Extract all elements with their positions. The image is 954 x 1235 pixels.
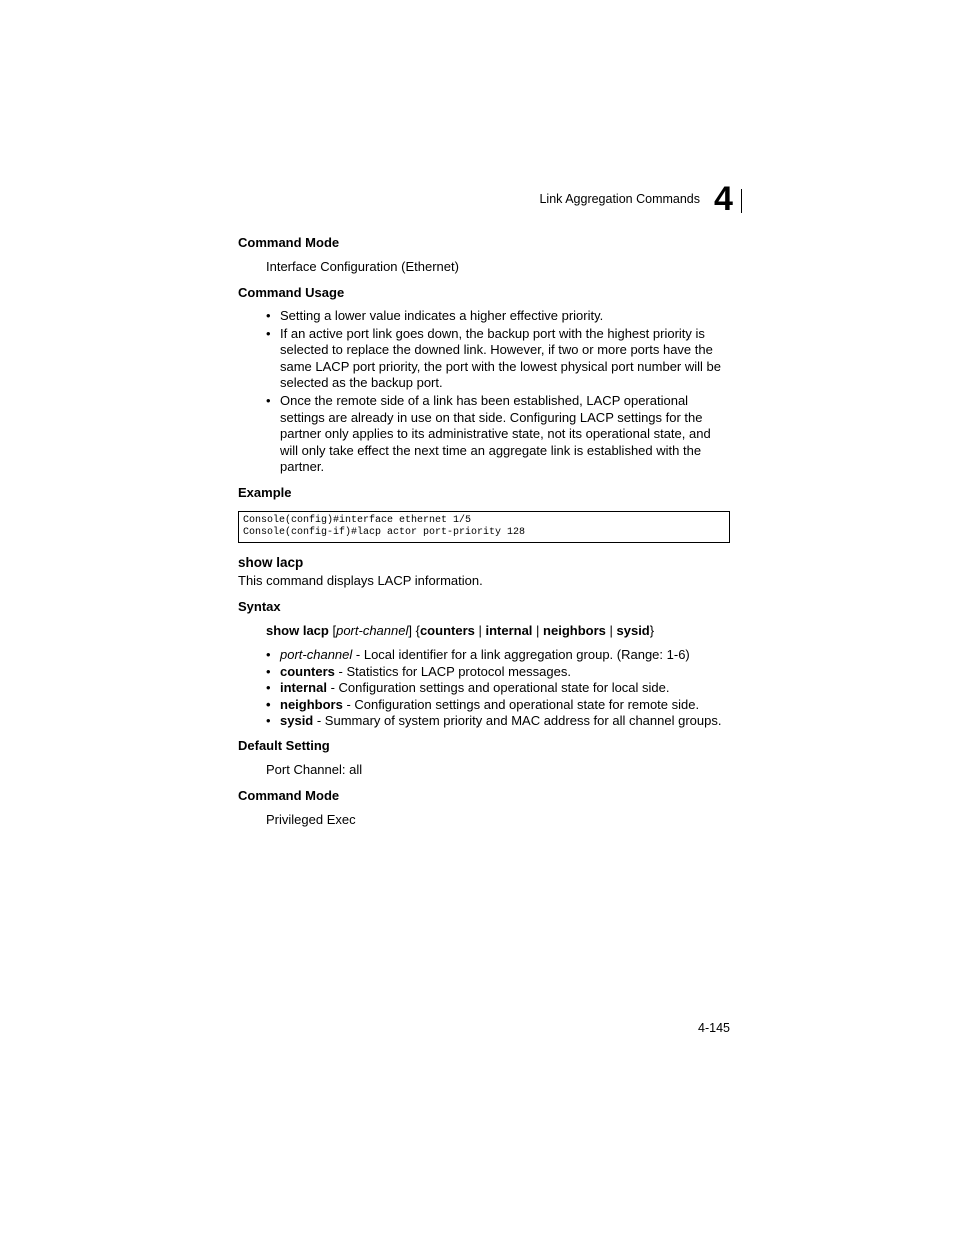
param-item bbox=[266, 680, 746, 697]
chapter-number: 4 bbox=[714, 180, 733, 218]
syntax-param: port-channel bbox=[336, 623, 409, 638]
command-mode-heading: Command Mode bbox=[238, 788, 340, 803]
command-mode-value: Privileged Exec bbox=[266, 812, 356, 827]
syntax-option: internal bbox=[485, 623, 533, 638]
syntax-option: counters bbox=[419, 623, 475, 638]
parameter-list bbox=[266, 647, 746, 730]
syntax-punct: } bbox=[649, 623, 655, 638]
command-usage-heading: Command Usage bbox=[238, 285, 345, 300]
param-desc: - Local identifier for a link aggregation group. (Range: 1-6) bbox=[352, 647, 690, 662]
syntax-separator: | bbox=[474, 623, 486, 638]
command-description: This command displays LACP information. bbox=[238, 573, 483, 588]
param-term: neighbors bbox=[280, 696, 343, 712]
syntax-line bbox=[266, 623, 654, 638]
param-desc: - Configuration settings and operational state for remote side. bbox=[342, 696, 700, 712]
param-desc: - Configuration settings and operational state for local side. bbox=[326, 680, 670, 696]
bullet-icon: • bbox=[266, 392, 271, 408]
param-desc: - Statistics for LACP protocol messages. bbox=[334, 663, 571, 679]
bullet-icon: • bbox=[266, 680, 271, 696]
default-setting-heading: Default Setting bbox=[238, 738, 330, 753]
param-term: sysid bbox=[280, 713, 314, 729]
bullet-icon: • bbox=[266, 325, 271, 341]
default-setting-value: Port Channel: all bbox=[266, 762, 363, 777]
syntax-option: neighbors bbox=[543, 623, 606, 638]
command-mode-heading: Command Mode bbox=[238, 235, 340, 250]
bullet-icon: • bbox=[266, 713, 271, 729]
param-term: port-channel bbox=[280, 647, 353, 662]
bullet-icon: • bbox=[266, 663, 271, 679]
command-mode-value: Interface Configuration (Ethernet) bbox=[266, 259, 459, 274]
syntax-punct: [ bbox=[328, 623, 337, 638]
command-title: show lacp bbox=[238, 555, 304, 570]
param-term: internal bbox=[280, 680, 327, 696]
usage-item bbox=[266, 308, 732, 325]
running-head-title: Link Aggregation Commands bbox=[539, 192, 700, 206]
command-usage-list bbox=[266, 308, 732, 476]
usage-item-text: If an active port link goes down, the backup port with the highest priority is selected to replace the downed link. However, if two or more ports have the same LACP port priority, the port with the lowest physical port number will be selected as the backup port. bbox=[280, 325, 721, 391]
usage-item bbox=[266, 393, 732, 476]
param-item bbox=[266, 647, 746, 664]
syntax-punct: ] { bbox=[408, 623, 420, 638]
bullet-icon: • bbox=[266, 647, 271, 662]
param-item bbox=[266, 697, 746, 714]
syntax-option: sysid bbox=[616, 623, 650, 638]
syntax-separator: | bbox=[605, 623, 617, 638]
param-item bbox=[266, 713, 746, 730]
syntax-separator: | bbox=[532, 623, 544, 638]
usage-item-text: Once the remote side of a link has been established, LACP operational settings are already in use on that side. Configuring LACP settings for the partner only applies to its administrative state, not its operational state, and will only take effect the next time an aggregate link is established with the partner. bbox=[280, 392, 711, 475]
usage-item-text: Setting a lower value indicates a higher effective priority. bbox=[280, 308, 604, 323]
usage-item bbox=[266, 326, 732, 392]
param-item bbox=[266, 664, 746, 681]
param-desc: - Summary of system priority and MAC address for all channel groups. bbox=[313, 713, 722, 729]
example-heading: Example bbox=[238, 485, 292, 500]
bullet-icon: • bbox=[266, 308, 271, 323]
code-line: Console(config)#interface ethernet 1/5 bbox=[243, 515, 472, 526]
bullet-icon: • bbox=[266, 696, 271, 712]
chapter-divider bbox=[741, 189, 742, 213]
syntax-heading: Syntax bbox=[238, 599, 281, 614]
code-line: Console(config-if)#lacp actor port-priority 128 bbox=[243, 527, 526, 538]
page-number: 4-145 bbox=[698, 1021, 730, 1035]
param-term: counters bbox=[280, 663, 335, 679]
syntax-command: show lacp bbox=[266, 623, 329, 638]
code-example-box bbox=[238, 511, 730, 543]
